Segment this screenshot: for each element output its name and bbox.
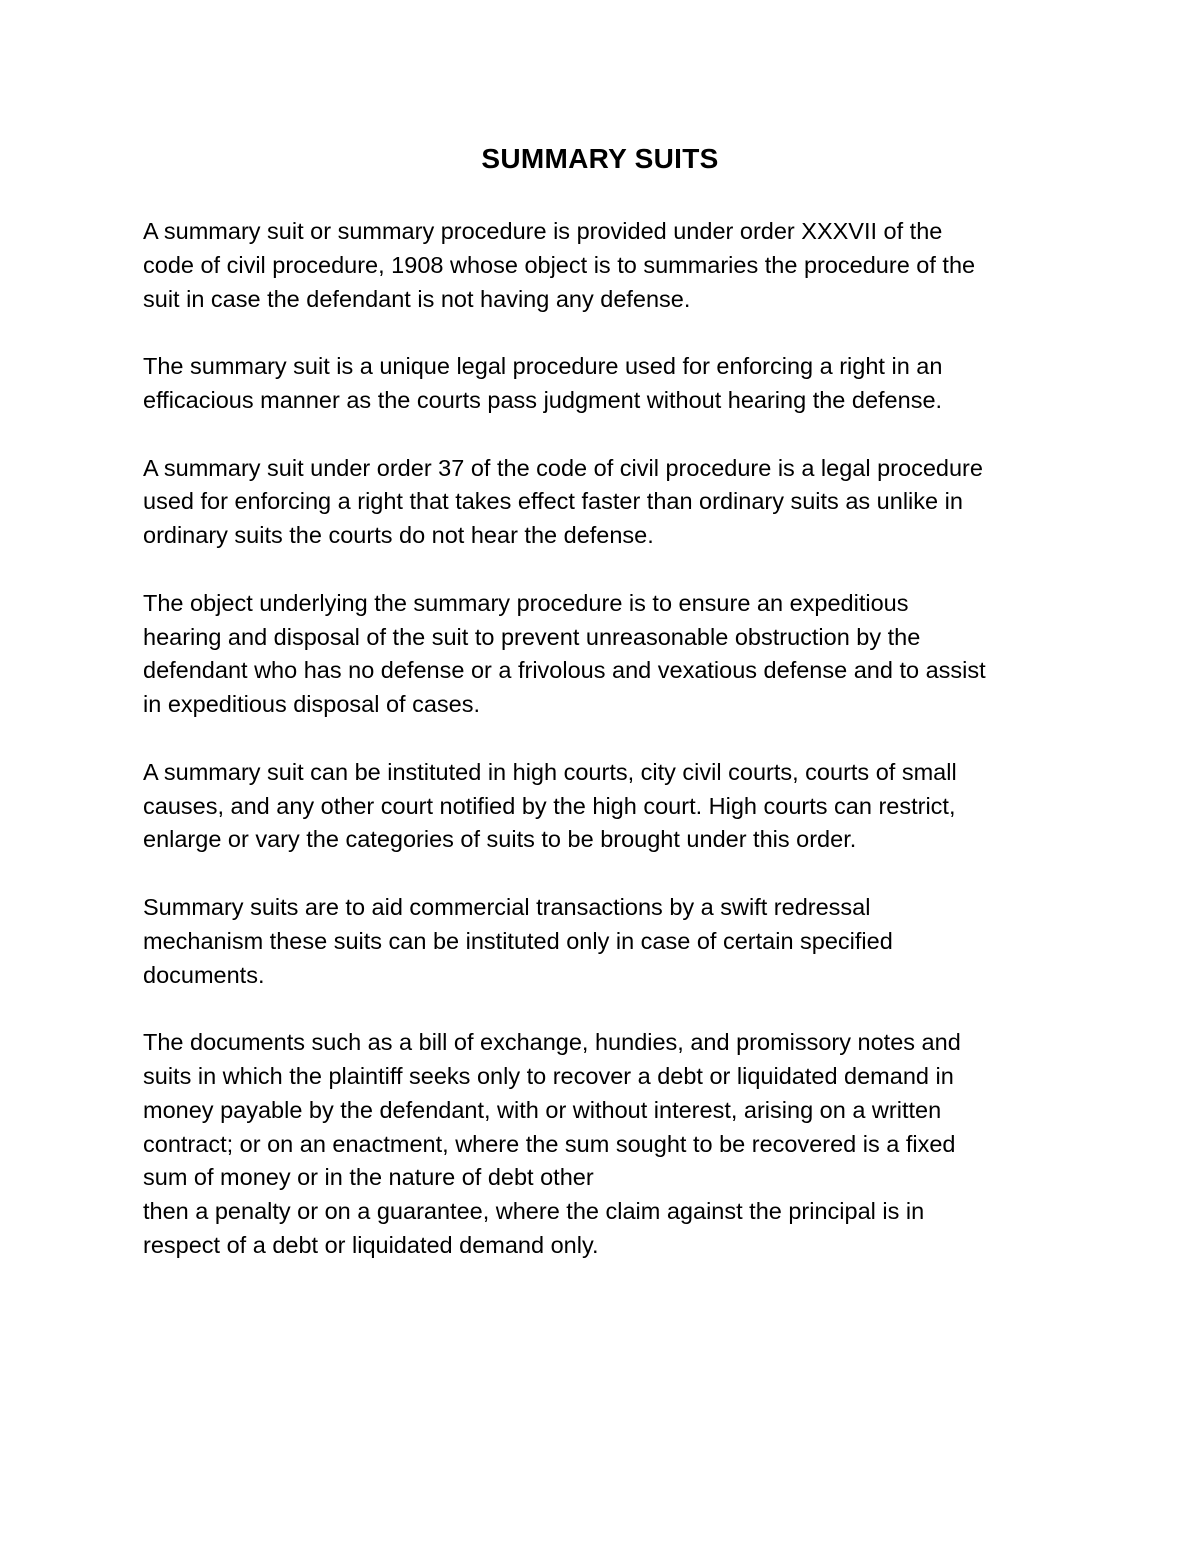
document-title: SUMMARY SUITS <box>481 143 719 174</box>
paragraph-2: The summary suit is a unique legal procedure used for enforcing a right in an efficacious manner as the courts pass judgment without hearing the defense. <box>143 353 943 413</box>
paragraph-1: A summary suit or summary procedure is provided under order XXXVII of the code of civil procedure, 1908 whose object is to summaries the procedure of the suit in case the defendant is not having any defense. <box>143 218 976 312</box>
document-body <box>143 215 1073 1297</box>
paragraph-3: A summary suit under order 37 of the code of civil procedure is a legal procedure used for enforcing a right that takes effect faster than ordinary suits as unlike in ordinary suits the courts do not hear the defense. <box>143 454 983 549</box>
paragraph-4: The object underlying the summary procedure is to ensure an expeditious hearing and disposal of the suit to prevent unreasonable obstruction by the defendant who has no defense or a frivolous and vexatious defense and to assist in expeditious disposal of cases. <box>143 589 986 718</box>
paragraph-6: Summary suits are to aid commercial transactions by a swift redressal mechanism these suits can be instituted only in case of certain specified documents. <box>143 893 893 988</box>
paragraph-5: A summary suit can be instituted in high courts, city civil courts, courts of small causes, and any other court notified by the high court. High courts can restrict, enlarge or vary the categories of suits to be brought under this order. <box>143 758 957 853</box>
paragraph-7: The documents such as a bill of exchange, hundies, and promissory notes and suits in which the plaintiff seeks only to recover a debt or liquidated demand in money payable by the defendant, with or without interest, arising on a written contract; or on an enactment, where the sum sought to be recovered is a fixed sum of money or in the nature of debt other then a penalty or on a guarantee, where the claim against the principal is in respect of a debt or liquidated demand only. <box>143 1029 961 1258</box>
